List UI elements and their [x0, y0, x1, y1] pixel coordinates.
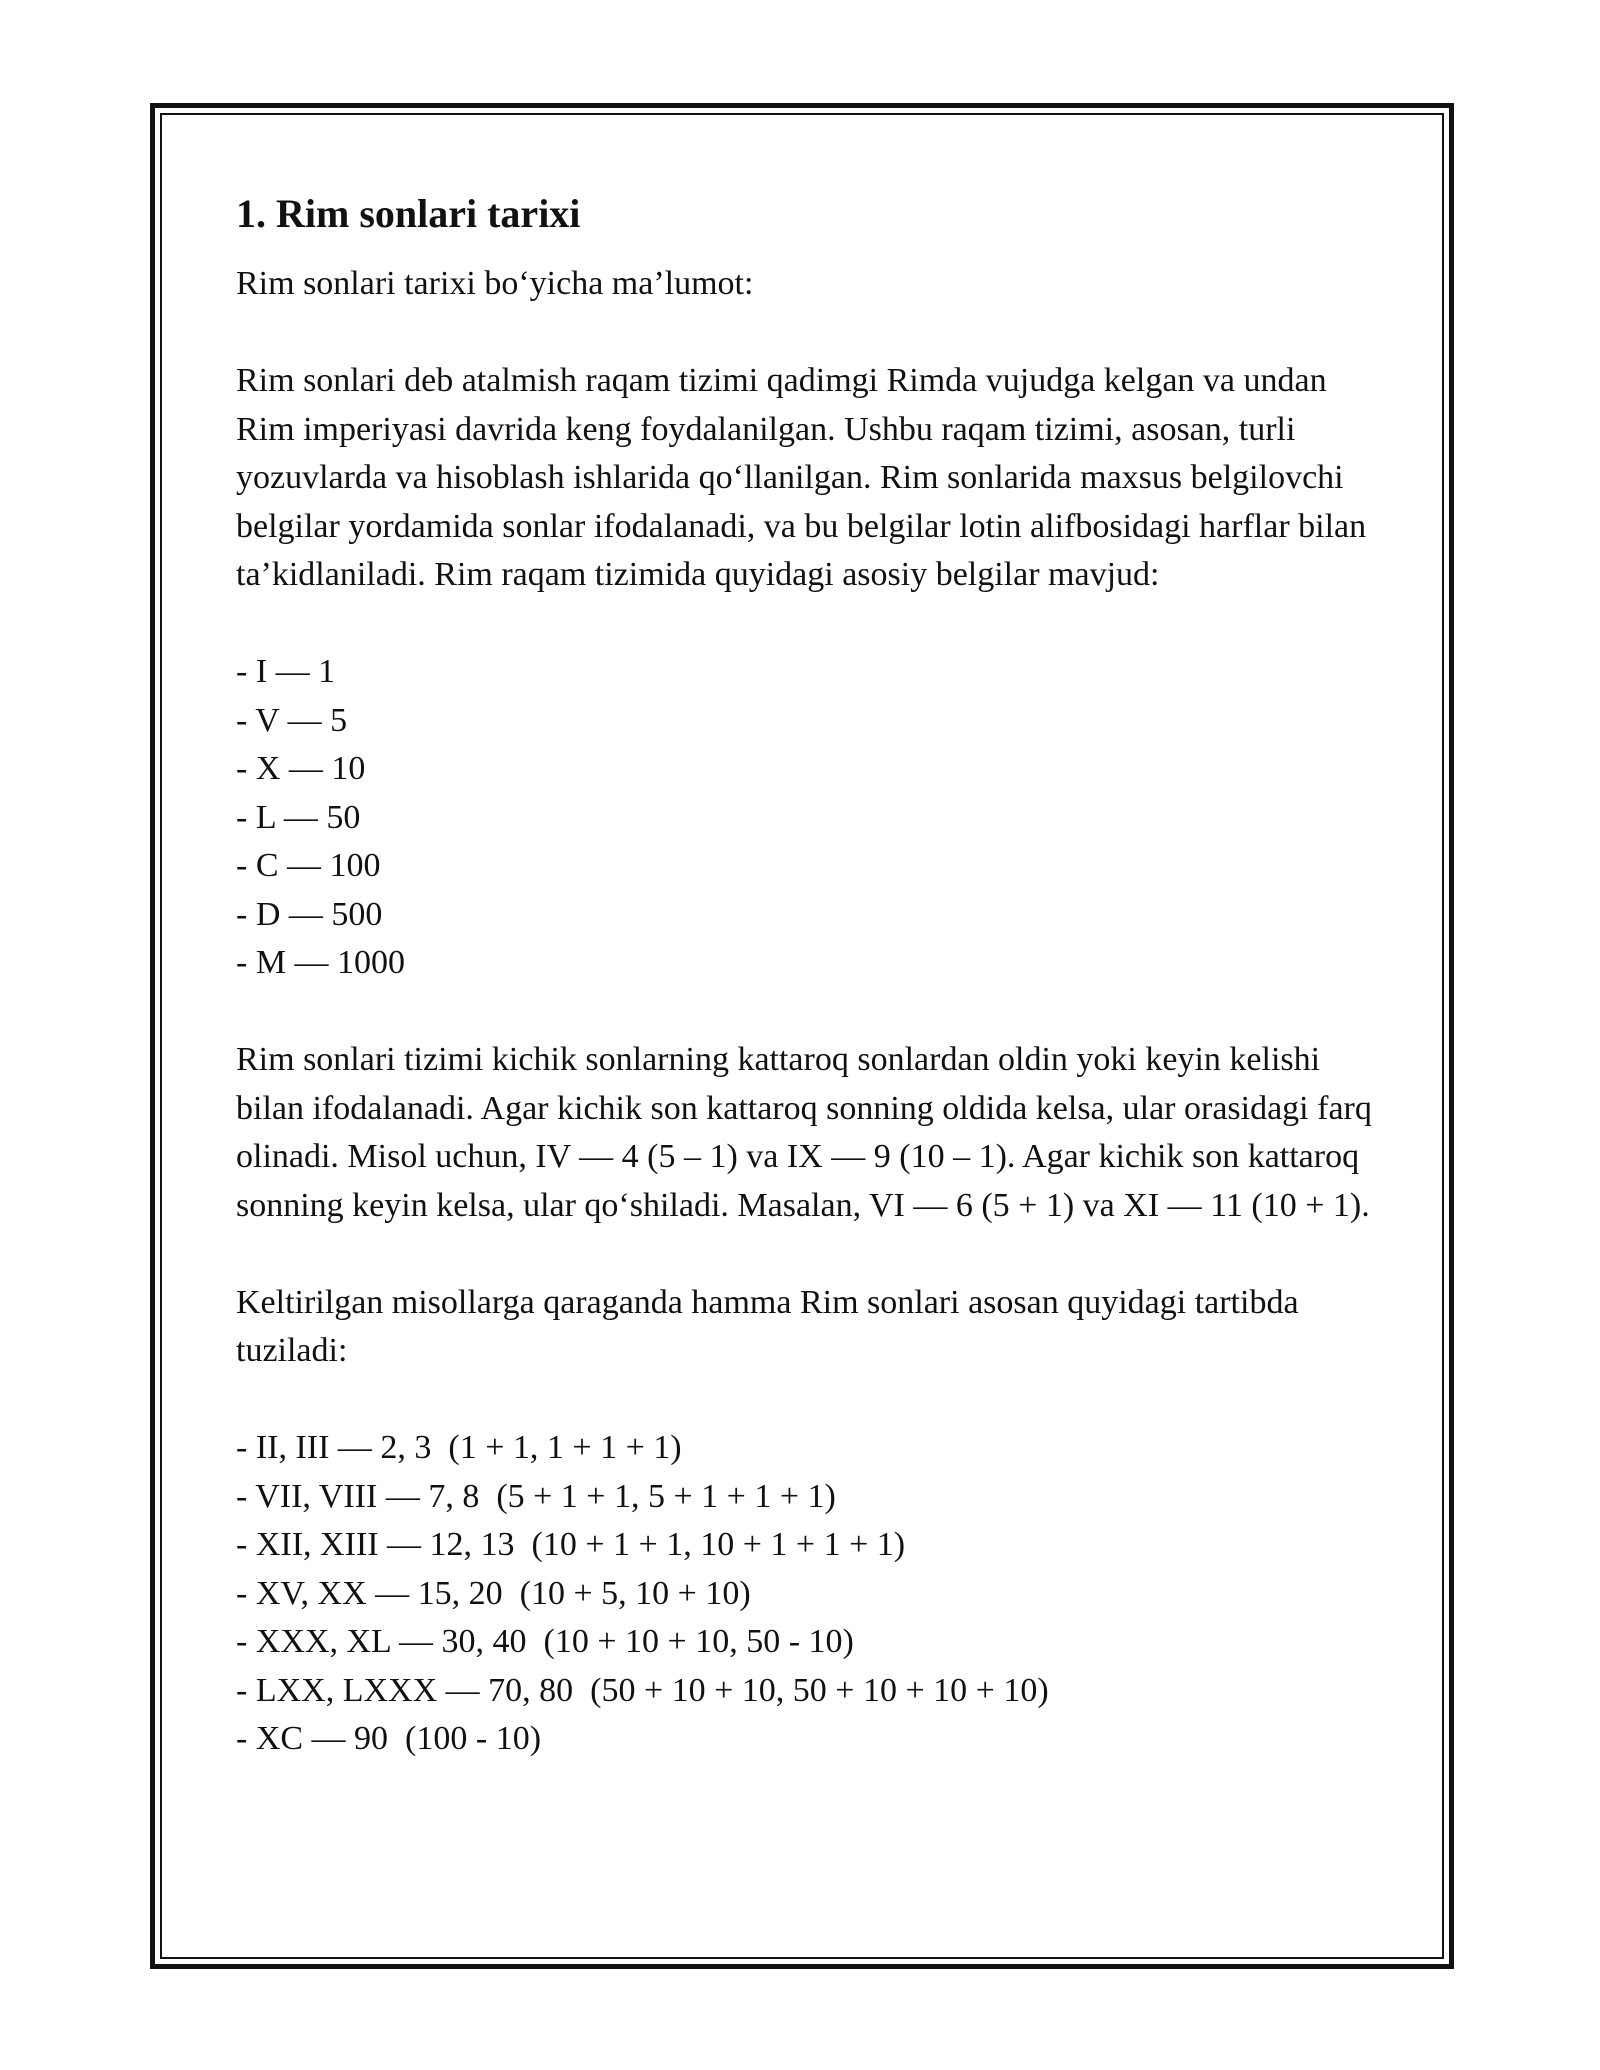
list-item: - C — 100: [236, 847, 381, 884]
example-list: [236, 1424, 1386, 1764]
list-item: - XV, XX — 15, 20 (10 + 5, 10 + 10): [236, 1574, 751, 1612]
document-content: [236, 190, 1386, 1812]
list-item: - XC — 90 (100 - 10): [236, 1720, 542, 1757]
list-item: - L — 50: [236, 798, 361, 836]
list-item: - X — 10: [236, 750, 366, 787]
symbol-list: [236, 648, 1386, 988]
list-item: - XXX, XL — 30, 40 (10 + 10 + 10, 50 - 10): [236, 1623, 854, 1660]
list-item: - I — 1: [236, 653, 336, 690]
paragraph-history: Rim sonlari deb atalmish raqam tizimi qadimgi Rimda vujudga kelgan va undan Rim imperiyasi davrida keng foydalanilgan. Ushbu raqam tizimi, asosan, turli yozuvlarda va hisoblash ishlarida qo‘llanilgan. Rim sonlarida maxsus belgilovchi belgilar yordamida sonlar ifodalanadi, va bu belgilar lotin alifbosidagi harflar bilan ta’kidlaniladi. Rim raqam tizimida quyidagi asosiy belgilar mavjud:: [236, 362, 1367, 593]
list-item: - D — 500: [236, 895, 383, 933]
list-item: - LXX, LXXX — 70, 80 (50 + 10 + 10, 50 + 10 + 10 + 10): [236, 1671, 1049, 1709]
list-item: - XII, XIII — 12, 13 (10 + 1 + 1, 10 + 1 + 1 + 1): [236, 1526, 906, 1563]
section-heading: 1. Rim sonlari tarixi: [236, 191, 581, 236]
list-item: - V — 5: [236, 701, 348, 739]
list-item: - II, III — 2, 3 (1 + 1, 1 + 1 + 1): [236, 1429, 682, 1466]
paragraph-rules: Rim sonlari tizimi kichik sonlarning kattaroq sonlardan oldin yoki keyin kelishi bilan ifodalanadi. Agar kichik son kattaroq sonning oldida kelsa, ular orasidagi farq olinadi. Misol uchun, IV — 4 (5 – 1) va IX — 9 (10 – 1). Agar kichik son kattaroq sonning keyin kelsa, ular qo‘shiladi. Masalan, VI — 6 (5 + 1) va XI — 11 (10 + 1).: [236, 1041, 1372, 1224]
paragraph-examples-intro: Keltirilgan misollarga qaraganda hamma Rim sonlari asosan quyidagi tartibda tuziladi:: [236, 1283, 1299, 1369]
list-item: - VII, VIII — 7, 8 (5 + 1 + 1, 5 + 1 + 1 + 1): [236, 1477, 836, 1515]
list-item: - M — 1000: [236, 944, 406, 981]
intro-text: Rim sonlari tarixi bo‘yicha ma’lumot:: [236, 265, 754, 302]
